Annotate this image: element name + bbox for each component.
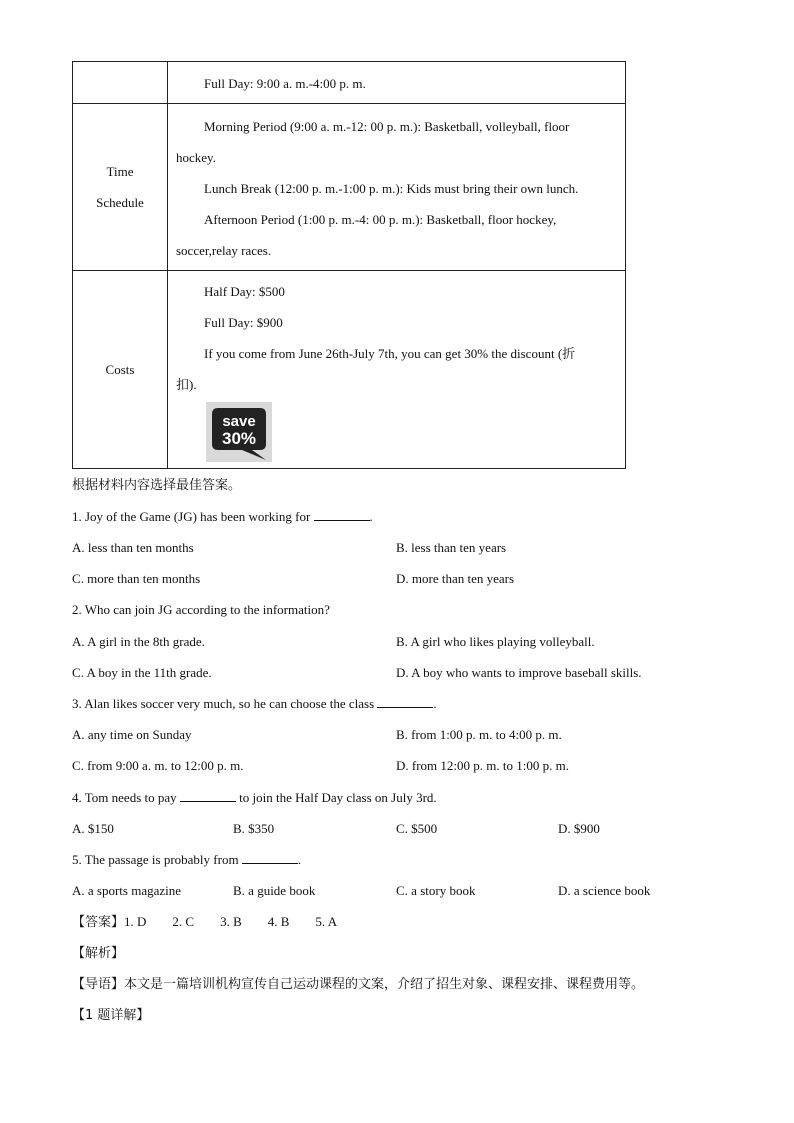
instruction: 根据材料内容选择最佳答案。 — [72, 478, 242, 493]
option[interactable]: D. $900 — [558, 821, 600, 836]
row-content — [168, 62, 626, 104]
half-day-cost: Half Day: $500 — [204, 284, 285, 299]
option[interactable]: B. A girl who likes playing volleyball. — [396, 634, 595, 649]
answer-item: 3. B — [220, 914, 242, 929]
option[interactable]: D. more than ten years — [396, 571, 515, 586]
answer-item: 2. C — [172, 914, 195, 929]
save-badge-icon — [206, 402, 272, 462]
row-label — [73, 62, 168, 104]
label-line: Schedule — [96, 195, 144, 210]
option[interactable]: A. a sports magazine — [72, 883, 182, 898]
table-row — [73, 271, 626, 469]
row-label-costs: Costs — [73, 271, 168, 469]
lunch-break: Lunch Break (12:00 p. m.-1:00 p. m.): Kids must bring their own lunch. — [204, 181, 579, 196]
row-label-time-schedule — [73, 104, 168, 271]
question-stem: 1. Joy of the Game (JG) has been working for . — [72, 509, 373, 524]
option[interactable]: A. A girl in the 8th grade. — [72, 634, 205, 649]
question-stem: 3. Alan likes soccer very much, so he can choose the class . — [72, 696, 437, 711]
option[interactable]: B. $350 — [233, 821, 275, 836]
question-stem: 4. Tom needs to pay to join the Half Day class on July 3rd. — [72, 790, 437, 805]
schedule-table — [72, 61, 626, 469]
afternoon-period-cont: soccer,relay races. — [176, 243, 272, 258]
badge-text: 30% — [221, 429, 257, 448]
option[interactable]: A. $150 — [72, 821, 114, 836]
table-row — [73, 104, 626, 271]
answer-item: 5. A — [315, 914, 338, 929]
option[interactable]: C. a story book — [396, 883, 476, 898]
full-day-hours: Full Day: 9:00 a. m.-4:00 p. m. — [204, 76, 366, 91]
option[interactable]: B. from 1:00 p. m. to 4:00 p. m. — [396, 727, 562, 742]
option[interactable]: C. from 9:00 a. m. to 12:00 p. m. — [72, 758, 244, 773]
full-day-cost: Full Day: $900 — [204, 315, 283, 330]
guide-text: 【导语】本文是一篇培训机构宣传自己运动课程的文案，介绍了招生对象、课程安排、课程费用等。 — [72, 977, 645, 992]
afternoon-period: Afternoon Period (1:00 p. m.-4: 00 p. m.): Basketball, floor hockey, — [204, 212, 557, 227]
morning-period: Morning Period (9:00 a. m.-12: 00 p. m.): Basketball, volleyball, floor — [204, 119, 570, 134]
discount-text: If you come from June 26th-July 7th, you can get 30% the discount (折 — [204, 346, 576, 361]
option[interactable]: C. more than ten months — [72, 571, 201, 586]
label-line: Time — [106, 164, 134, 179]
answer-label: 【答案】 — [72, 915, 125, 930]
morning-period-cont: hockey. — [176, 150, 216, 165]
analysis-label: 【解析】 — [72, 946, 125, 961]
row-content — [168, 104, 626, 271]
option[interactable]: A. any time on Sunday — [72, 727, 192, 742]
table-row — [73, 62, 626, 104]
answer-line — [72, 913, 363, 932]
badge-text: save — [222, 413, 256, 430]
question-stem: 2. Who can join JG according to the information? — [72, 602, 330, 617]
option[interactable]: C. $500 — [396, 821, 438, 836]
option[interactable]: C. A boy in the 11th grade. — [72, 665, 212, 680]
option[interactable]: D. A boy who wants to improve baseball skills. — [396, 665, 642, 680]
option[interactable]: B. a guide book — [233, 883, 316, 898]
discount-text-cont: 扣). — [176, 377, 197, 392]
q1-detail-label: 【1 题详解】 — [72, 1008, 150, 1023]
option[interactable]: A. less than ten months — [72, 540, 194, 555]
option[interactable]: D. from 12:00 p. m. to 1:00 p. m. — [396, 758, 569, 773]
row-content — [168, 271, 626, 469]
option[interactable]: D. a science book — [558, 883, 651, 898]
answer-item: 1. D — [124, 914, 147, 929]
answer-item: 4. B — [267, 914, 290, 929]
option[interactable]: B. less than ten years — [396, 540, 507, 555]
question-stem: 5. The passage is probably from . — [72, 852, 302, 867]
